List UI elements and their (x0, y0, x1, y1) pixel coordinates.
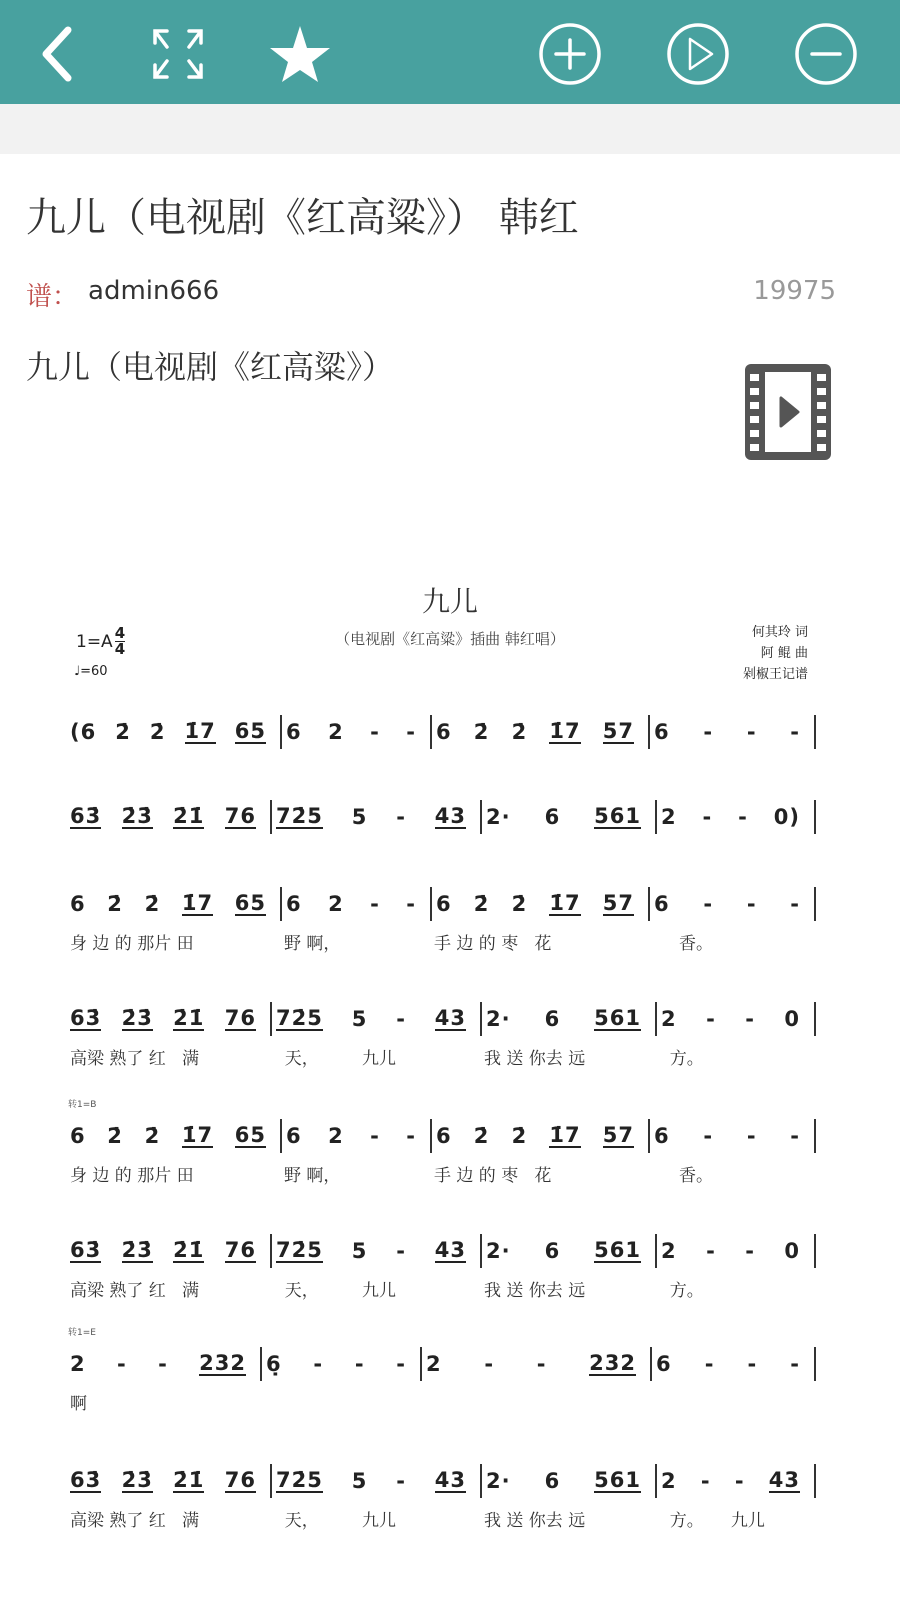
credits (743, 622, 808, 685)
note: 2̇ (511, 892, 528, 916)
note: 5 (351, 805, 368, 829)
note: 43 (434, 1006, 466, 1030)
lyric: 天， 九儿 (274, 1511, 397, 1531)
note: 2̇3̇ (121, 804, 153, 828)
note: 6 (70, 1124, 86, 1148)
note: 0 (784, 1239, 800, 1263)
note: 1̇7 (181, 1123, 214, 1147)
note: 43 (434, 1468, 466, 1492)
note: 63̇ (70, 1238, 102, 1262)
measures-row (68, 1464, 816, 1500)
lyric: 野 啊， (284, 934, 341, 954)
measure (650, 887, 816, 921)
note: 2̇3̇ (121, 1006, 153, 1030)
lyrics-row (68, 1389, 816, 1414)
favorite-button[interactable] (268, 22, 332, 86)
note: 2· (486, 805, 511, 829)
note: 232 (589, 1351, 636, 1375)
note: 2 (70, 1352, 86, 1376)
measure (68, 1347, 262, 1381)
note: 2̇ (107, 892, 123, 916)
lyric: 香。 (652, 1166, 714, 1186)
score-line (68, 1100, 816, 1186)
lyric (652, 1389, 816, 1414)
key-change-marker: 转1=E (68, 1328, 96, 1338)
note: 0) (773, 805, 800, 829)
note: 6 (544, 805, 561, 829)
measure (657, 1002, 816, 1036)
score-line (68, 1328, 816, 1414)
note: (6 (70, 720, 97, 744)
note: 2̇1̇ (173, 1238, 205, 1262)
lyric: 天， 九儿 (274, 1281, 397, 1301)
note: 2̇ (144, 892, 161, 916)
note: 57 (602, 1123, 634, 1147)
note: 2· (486, 1239, 511, 1263)
note: 232 (199, 1351, 246, 1375)
note: 2̇ (144, 1124, 161, 1148)
measure (262, 1347, 422, 1381)
note: 1̇7 (181, 891, 214, 915)
zoom-in-button[interactable] (538, 22, 602, 86)
score-line (68, 887, 816, 954)
lyric: 手 边 的 枣 花 (434, 1166, 552, 1186)
note: 2 (328, 720, 344, 744)
measure (68, 800, 272, 834)
tempo: ♩=60 (74, 664, 108, 679)
note: 2̇ (115, 720, 131, 744)
uploader-name[interactable]: admin666 (88, 276, 220, 306)
note: 6 (286, 1124, 302, 1148)
quarter-note-icon: ♩ (74, 664, 81, 679)
lyrics-row (68, 1161, 816, 1186)
note: - (370, 720, 380, 744)
note: 2 (426, 1352, 442, 1376)
measure (482, 1464, 657, 1498)
note: - (703, 892, 714, 916)
measure (652, 1347, 816, 1381)
note: - (746, 1124, 757, 1148)
note: 72̇5 (276, 804, 323, 828)
measure (432, 887, 650, 921)
note: 2̇ (473, 720, 490, 744)
note: 72̇5 (276, 1468, 323, 1492)
note: 63̇ (70, 804, 102, 828)
uploader-label: 谱： (26, 282, 79, 312)
lyric (262, 1389, 422, 1414)
lyric: 天， 九儿 (274, 1049, 397, 1069)
note: 43 (434, 1238, 466, 1262)
note: 1̇7 (549, 719, 581, 743)
note: 65 (234, 719, 266, 743)
lyric: 香。 (652, 934, 714, 954)
lyric: 我 送 你去 远 (484, 1281, 586, 1301)
note: 6 (656, 1352, 672, 1376)
note: - (406, 1124, 416, 1148)
note: - (734, 1469, 745, 1493)
measure (68, 1002, 272, 1036)
measure (272, 1464, 482, 1498)
note: 72̇5 (276, 1006, 323, 1030)
note: - (747, 1352, 758, 1376)
note: - (702, 805, 713, 829)
measure (422, 1347, 652, 1381)
zoom-out-icon (794, 22, 858, 86)
transcriber: 剁椒王记谱 (742, 667, 808, 682)
lyric: 高梁 熟了 红 满 (70, 1281, 200, 1301)
note: - (790, 1124, 800, 1148)
note: 6 (436, 892, 452, 916)
lyric: 手 边 的 枣 花 (434, 934, 552, 954)
note: 6 (544, 1007, 561, 1031)
lyrics-row (68, 929, 816, 954)
measure (68, 715, 282, 749)
note: 2 (661, 1007, 677, 1031)
note: - (790, 892, 800, 916)
note: 2̇1̇ (173, 1006, 205, 1030)
note: - (158, 1352, 168, 1376)
note: - (706, 1239, 716, 1263)
note: 2̇ (149, 720, 166, 744)
score-line (68, 715, 816, 751)
measure (68, 887, 282, 921)
video-film-icon (745, 364, 831, 460)
note: 76 (224, 804, 256, 828)
note: 57 (602, 891, 634, 915)
note: 6 (286, 892, 302, 916)
note: - (703, 1124, 714, 1148)
measure (282, 1119, 432, 1153)
play-button[interactable] (666, 22, 730, 86)
note: - (790, 1352, 800, 1376)
note: 6 (544, 1239, 561, 1263)
note: 43 (434, 804, 466, 828)
note: 1̇7 (549, 1123, 581, 1147)
note: 2 (328, 1124, 344, 1148)
note: 65 (234, 891, 266, 915)
score-line (68, 1464, 816, 1531)
note: 2 (661, 1469, 677, 1493)
note: - (396, 805, 406, 829)
lyrics-row (68, 1044, 816, 1069)
note: 6 (654, 892, 670, 916)
note: - (745, 1239, 755, 1263)
lyric: 我 送 你去 远 (484, 1511, 586, 1531)
measures-row (68, 1119, 816, 1155)
top-toolbar (0, 0, 900, 104)
note: - (396, 1469, 406, 1493)
zoom-out-button[interactable] (794, 22, 858, 86)
lyrics-row (68, 1276, 816, 1301)
measure (657, 1234, 816, 1268)
note: 6 (654, 1124, 670, 1148)
measure (282, 887, 432, 921)
measure (657, 1464, 816, 1498)
note: 6 (436, 1124, 452, 1148)
note: - (738, 805, 748, 829)
measure (482, 800, 657, 834)
measure (432, 715, 650, 749)
star-icon (268, 24, 332, 84)
key-change-marker: 转1=B (68, 1100, 97, 1110)
song-title: 九儿（电视剧《红高粱》） 韩红 (26, 195, 579, 241)
note: 76 (224, 1006, 256, 1030)
key: 1=A (76, 631, 113, 652)
note: 63̇ (70, 1468, 102, 1492)
note: 5 (351, 1469, 368, 1493)
note: 65 (234, 1123, 266, 1147)
lyric: 方。 九儿 (659, 1511, 765, 1531)
note: 2· (486, 1007, 511, 1031)
measure (68, 1234, 272, 1268)
note: 2̇ (107, 1124, 123, 1148)
note: 2̇3̇ (121, 1468, 153, 1492)
measure (482, 1234, 657, 1268)
fullscreen-icon (151, 27, 205, 81)
lyric: 方。 (659, 1281, 704, 1301)
note: - (354, 1352, 365, 1376)
lyric: 身 边 的 那片 田 (70, 934, 194, 954)
note: - (406, 892, 416, 916)
measure (272, 1234, 482, 1268)
measure (432, 1119, 650, 1153)
note: - (370, 892, 380, 916)
score-subtitle: （电视剧《红高粱》插曲 韩红唱） (335, 630, 565, 648)
lyric: 我 送 你去 远 (484, 1049, 586, 1069)
note: - (406, 720, 416, 744)
note: 2̇ (473, 892, 490, 916)
note: 2 (661, 805, 677, 829)
lyric: 啊 (70, 1394, 87, 1414)
lyricist: 何其玲 词 (751, 625, 808, 640)
note: 2̇ (473, 1124, 490, 1148)
lyric: 高梁 熟了 红 满 (70, 1049, 200, 1069)
note: 2̇ (511, 1124, 528, 1148)
composer: 阿 鲲 曲 (760, 646, 808, 661)
lyric: 高梁 熟了 红 满 (70, 1511, 200, 1531)
measures-row (68, 715, 816, 751)
measure (650, 715, 816, 749)
note: 72̇5 (276, 1238, 323, 1262)
note: 2 (328, 892, 344, 916)
note: 1̇7 (549, 891, 581, 915)
note: 57 (602, 719, 634, 743)
measures-row (68, 1234, 816, 1270)
note: 63̇ (70, 1006, 102, 1030)
note: - (746, 720, 757, 744)
lyric: 方。 (659, 1049, 704, 1069)
note: - (704, 1352, 715, 1376)
lyric (422, 1389, 652, 1414)
note: - (745, 1007, 755, 1031)
note: - (700, 1469, 711, 1493)
lyrics-row (68, 1506, 816, 1531)
note: - (396, 1007, 406, 1031)
measure (282, 715, 432, 749)
score-title: 九儿 (421, 585, 478, 618)
measure (650, 1119, 816, 1153)
note: 561 (594, 1238, 641, 1262)
note: - (116, 1352, 127, 1376)
measures-row (68, 1002, 816, 1038)
measure (272, 1002, 482, 1036)
note: - (396, 1239, 406, 1263)
note: 6 (70, 892, 86, 916)
score-line (68, 1234, 816, 1301)
sheet-music (0, 480, 900, 1600)
note: 6̣ (266, 1352, 282, 1376)
note: 561 (594, 1468, 641, 1492)
note: 5 (351, 1239, 368, 1263)
score-line (68, 1002, 816, 1069)
lyric: 身 边 的 那片 田 (70, 1166, 194, 1186)
score-line (68, 800, 816, 836)
note: 2 (661, 1239, 677, 1263)
note: 76 (224, 1468, 256, 1492)
back-button[interactable] (24, 22, 88, 86)
fullscreen-button[interactable] (146, 22, 210, 86)
note: 6 (286, 720, 302, 744)
note: 2̇1̇ (173, 1468, 205, 1492)
measures-row (68, 1347, 816, 1383)
note: 2· (486, 1469, 511, 1493)
note: 6 (654, 720, 670, 744)
note: 2̇1̇ (173, 804, 205, 828)
note: 561 (594, 804, 641, 828)
song-subtitle: 九儿（电视剧《红高粱》） (26, 348, 395, 386)
back-icon (36, 24, 76, 84)
note: 1̇7 (184, 719, 216, 743)
note: 0 (784, 1007, 800, 1031)
note: - (396, 1352, 406, 1376)
note: - (703, 720, 714, 744)
gray-band (0, 104, 900, 154)
measures-row (68, 800, 816, 836)
note: 5 (351, 1007, 368, 1031)
note: - (484, 1352, 495, 1376)
note: 6 (436, 720, 452, 744)
time-signature: $\frac{4}{4}$ (114, 624, 126, 658)
key-signature (76, 626, 125, 657)
measure (482, 1002, 657, 1036)
lyric: 野 啊， (284, 1166, 341, 1186)
measure (272, 800, 482, 834)
note: 76 (224, 1238, 256, 1262)
song-meta (26, 276, 836, 313)
note: - (790, 720, 800, 744)
note: 6 (544, 1469, 561, 1493)
note: 2̇3̇ (121, 1238, 153, 1262)
view-count: 19975 (753, 276, 836, 306)
note: 561 (594, 1006, 641, 1030)
video-button[interactable] (745, 364, 831, 460)
measure (68, 1464, 272, 1498)
note: - (536, 1352, 547, 1376)
note: 2̇ (511, 720, 528, 744)
note: 43 (768, 1468, 800, 1492)
note: - (746, 892, 757, 916)
note: - (706, 1007, 716, 1031)
note: - (370, 1124, 380, 1148)
measures-row (68, 887, 816, 923)
measure (657, 800, 816, 834)
note: - (313, 1352, 324, 1376)
play-icon (666, 22, 730, 86)
zoom-in-icon (538, 22, 602, 86)
measure (68, 1119, 282, 1153)
